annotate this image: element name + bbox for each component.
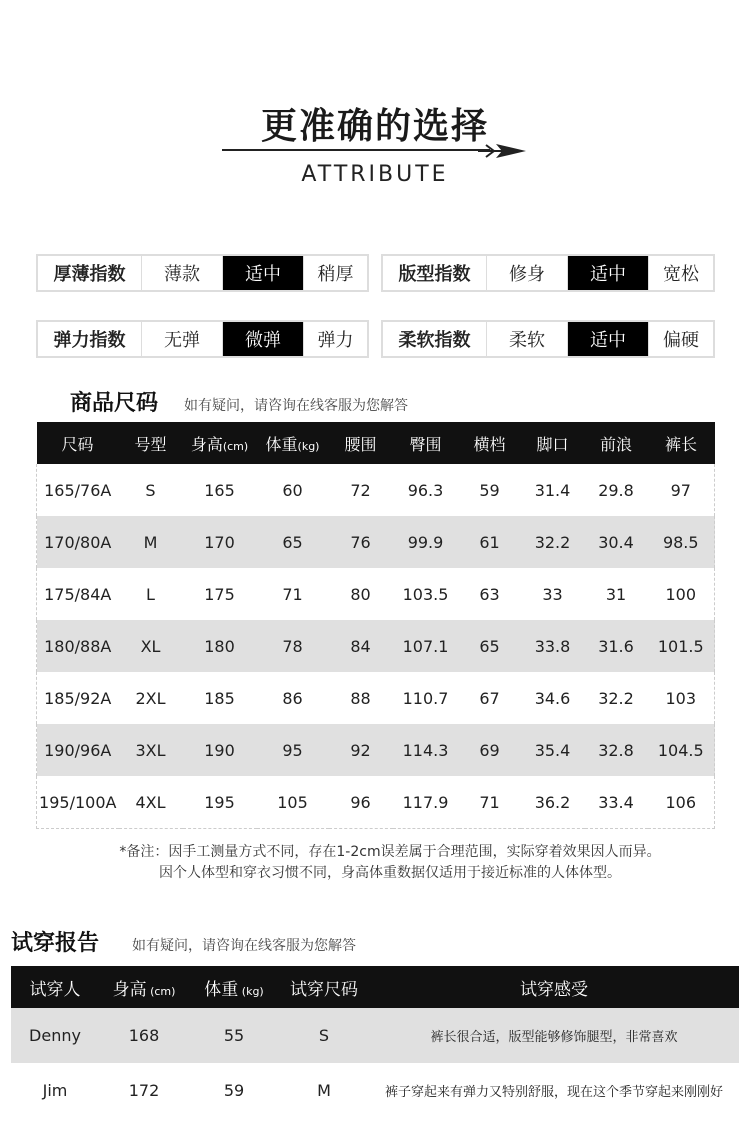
attribute-option-selected: 微弹 xyxy=(223,322,304,356)
size-table-header xyxy=(37,422,715,464)
table-cell: 110.7 xyxy=(402,688,449,708)
table-cell: 65 xyxy=(459,620,521,672)
table-row xyxy=(37,776,715,829)
size-header-cell: 横档 xyxy=(459,422,521,464)
table-cell: 86 xyxy=(282,688,303,708)
table-row xyxy=(37,620,715,672)
table-cell: 60 xyxy=(282,480,303,500)
table-cell: 71 xyxy=(479,792,500,812)
trial-header-cell: 试穿感受 xyxy=(369,966,739,1008)
table-cell: 195/100A xyxy=(39,792,117,812)
table-cell: 80 xyxy=(350,584,371,604)
table-cell: 185/92A xyxy=(44,688,112,708)
size-header-cell: 臀围 xyxy=(393,422,459,464)
note-line: 因个人体型和穿衣习惯不同，身高体重数据仅适用于接近标准的人体体型。 xyxy=(159,865,621,881)
table-cell: 30.4 xyxy=(585,516,648,568)
table-cell: 165/76A xyxy=(44,480,112,500)
table-cell: 84 xyxy=(329,620,393,672)
trial-section-note: 如有疑问，请咨询在线客服为您解答 xyxy=(132,938,356,954)
table-cell: 35.4 xyxy=(521,724,585,776)
table-cell: 95 xyxy=(257,724,329,776)
table-cell: 65 xyxy=(257,516,329,568)
table-cell: 101.5 xyxy=(648,620,715,672)
table-cell: 96 xyxy=(350,792,371,812)
table-cell: 103.5 xyxy=(402,584,449,604)
page-subtitle: ATTRIBUTE xyxy=(301,162,449,187)
table-cell: 97 xyxy=(670,480,691,500)
attribute-option: 弹力 xyxy=(317,330,354,351)
attribute-option: 薄款 xyxy=(142,256,223,290)
attribute-option-selected: 适中 xyxy=(223,256,304,290)
attribute-option: 稍厚 xyxy=(317,264,354,285)
attribute-option-selected: 适中 xyxy=(568,322,649,356)
table-cell: 117.9 xyxy=(402,792,449,812)
size-header-cell: 前浪 xyxy=(585,422,648,464)
table-cell: 180 xyxy=(183,620,257,672)
table-cell: 71 xyxy=(282,584,303,604)
size-notes xyxy=(0,842,750,884)
table-cell: 33.4 xyxy=(598,792,634,812)
table-cell: 107.1 xyxy=(393,620,459,672)
table-cell: 175/84A xyxy=(44,584,112,604)
attribute-option: 宽松 xyxy=(663,264,699,285)
table-cell: 185 xyxy=(204,688,235,708)
attribute-option-selected: 适中 xyxy=(568,256,649,290)
table-cell: 99.9 xyxy=(393,516,459,568)
table-row xyxy=(37,724,715,776)
table-cell: 55 xyxy=(189,1008,279,1063)
title-divider xyxy=(222,149,490,151)
table-cell: 59 xyxy=(223,1081,245,1100)
attribute-label: 弹力指数 xyxy=(38,322,142,356)
table-cell: 170 xyxy=(183,516,257,568)
attribute-label: 厚薄指数 xyxy=(38,256,142,290)
table-cell: 98.5 xyxy=(648,516,715,568)
table-cell: S xyxy=(145,480,156,500)
table-cell: 32.2 xyxy=(521,516,585,568)
size-header-cell: 尺码 xyxy=(37,422,119,464)
table-cell: 31.6 xyxy=(585,620,648,672)
table-cell: 34.6 xyxy=(534,688,571,708)
note-line: *备注：因手工测量方式不同，存在1-2cm误差属于合理范围，实际穿着效果因人而异。 xyxy=(119,844,661,860)
table-cell: 195 xyxy=(204,792,235,812)
attribute-option: 修身 xyxy=(487,256,568,290)
size-header-cell: 体重(kg) xyxy=(257,422,329,464)
table-cell: 4XL xyxy=(135,792,166,812)
table-cell: 76 xyxy=(329,516,393,568)
table-cell: 168 xyxy=(99,1008,189,1063)
table-cell: 2XL xyxy=(135,688,166,708)
table-cell: 63 xyxy=(479,584,500,604)
table-cell: 96.3 xyxy=(407,480,444,500)
table-row xyxy=(37,516,715,568)
table-cell: 31 xyxy=(605,584,627,604)
table-cell: 103 xyxy=(665,688,697,708)
table-cell: 88 xyxy=(350,688,371,708)
table-cell: 32.8 xyxy=(585,724,648,776)
size-header-cell: 身高(cm) xyxy=(183,422,257,464)
table-cell: 78 xyxy=(257,620,329,672)
attribute-elasticity xyxy=(36,320,369,358)
table-cell: 61 xyxy=(459,516,521,568)
table-cell: 33.8 xyxy=(521,620,585,672)
table-cell: 105 xyxy=(277,792,308,812)
attribute-option: 无弹 xyxy=(142,322,223,356)
table-cell: 59 xyxy=(479,480,500,500)
table-cell: XL xyxy=(119,620,183,672)
attribute-label: 版型指数 xyxy=(383,256,487,290)
table-row xyxy=(11,1008,739,1063)
table-cell: 190/96A xyxy=(37,724,119,776)
table-cell: 172 xyxy=(128,1081,160,1100)
table-cell: 36.2 xyxy=(534,792,571,812)
table-cell: M xyxy=(119,516,183,568)
table-cell: Denny xyxy=(11,1008,99,1063)
table-cell: 裤子穿起来有弹力又特别舒服，现在这个季节穿起来刚刚好 xyxy=(384,1085,723,1100)
table-cell: M xyxy=(317,1081,331,1100)
table-cell: 104.5 xyxy=(648,724,715,776)
attribute-option: 柔软 xyxy=(487,322,568,356)
size-table xyxy=(36,422,715,829)
table-cell: 67 xyxy=(479,688,500,708)
trial-header-cell: 身高 (cm) xyxy=(99,966,189,1008)
table-cell: 72 xyxy=(350,480,371,500)
attribute-label: 柔软指数 xyxy=(383,322,487,356)
table-cell: 31.4 xyxy=(534,480,571,500)
size-header-cell: 脚口 xyxy=(521,422,585,464)
table-cell: 100 xyxy=(665,584,697,604)
trial-table-header xyxy=(11,966,739,1008)
table-cell: 33 xyxy=(542,584,563,604)
table-cell: 165 xyxy=(204,480,235,500)
table-cell: 114.3 xyxy=(393,724,459,776)
table-cell: 29.8 xyxy=(598,480,634,500)
table-cell: 92 xyxy=(329,724,393,776)
table-cell: 3XL xyxy=(119,724,183,776)
table-cell: 69 xyxy=(459,724,521,776)
table-row xyxy=(37,672,715,724)
arrow-icon xyxy=(478,140,530,162)
table-row xyxy=(37,464,715,516)
attribute-option: 偏硬 xyxy=(663,330,699,351)
trial-section-title: 试穿报告 xyxy=(11,931,100,956)
trial-table xyxy=(11,966,739,1118)
table-cell: 32.2 xyxy=(598,688,634,708)
page-title: 更准确的选择 xyxy=(260,106,489,147)
attribute-fit xyxy=(381,254,715,292)
table-cell: 170/80A xyxy=(37,516,119,568)
table-row xyxy=(11,1063,739,1118)
table-cell: 裤长很合适，版型能够修饰腿型，非常喜欢 xyxy=(369,1008,739,1063)
attribute-thickness xyxy=(36,254,369,292)
size-section-note: 如有疑问，请咨询在线客服为您解答 xyxy=(184,398,408,414)
trial-header-cell: 试穿人 xyxy=(11,966,99,1008)
table-cell: L xyxy=(146,584,155,604)
size-header-cell: 号型 xyxy=(119,422,183,464)
size-section-title: 商品尺码 xyxy=(70,391,159,416)
table-cell: S xyxy=(279,1008,369,1063)
table-cell: 106 xyxy=(665,792,697,812)
table-cell: Jim xyxy=(42,1081,68,1100)
attribute-softness xyxy=(381,320,715,358)
trial-header-cell: 体重 (kg) xyxy=(189,966,279,1008)
trial-header-cell: 试穿尺码 xyxy=(279,966,369,1008)
table-cell: 175 xyxy=(204,584,235,604)
table-cell: 180/88A xyxy=(37,620,119,672)
table-cell: 190 xyxy=(183,724,257,776)
size-header-cell: 裤长 xyxy=(648,422,715,464)
table-row xyxy=(37,568,715,620)
size-header-cell: 腰围 xyxy=(329,422,393,464)
